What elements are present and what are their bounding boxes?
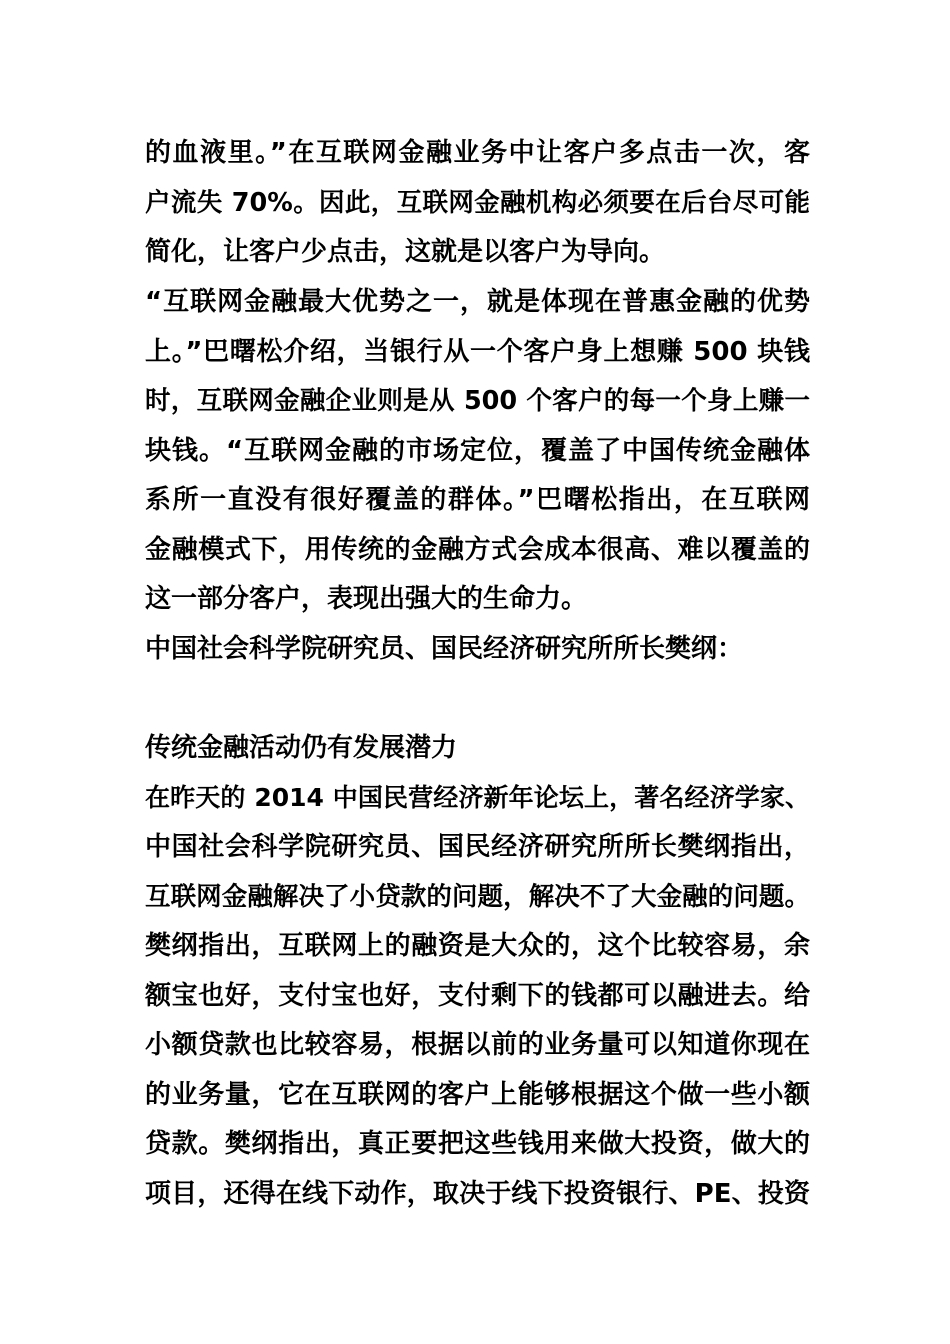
speaker-label: 中国社会科学院研究员、国民经济研究所所长樊纲：	[145, 634, 744, 664]
body-text-line: 贷款。樊纲指出，真正要把这些钱用来做大投资，做大的	[145, 1129, 810, 1159]
body-text-line: 时，互联网金融企业则是从 500 个客户的每一个身上赚一	[145, 386, 810, 416]
body-text-line: 简化，让客户少点击，这就是以客户为导向。	[145, 237, 666, 267]
body-text-line: 樊纲指出，互联网上的融资是大众的，这个比较容易，余	[145, 931, 810, 961]
body-text-line: 块钱。“互联网金融的市场定位，覆盖了中国传统金融体	[145, 436, 810, 466]
body-text-line: 项目，还得在线下动作，取决于线下投资银行、PE、投资	[145, 1179, 810, 1209]
body-text-line: 这一部分客户，表现出强大的生命力。	[145, 584, 588, 614]
body-text-line: 中国社会科学院研究员、国民经济研究所所长樊纲指出，	[145, 832, 810, 862]
quote-text-line: “互联网金融最大优势之一，就是体现在普惠金融的优势	[145, 287, 810, 317]
body-text-line: 的血液里。”在互联网金融业务中让客户多点击一次，客	[145, 138, 810, 168]
body-text-line: 互联网金融解决了小贷款的问题，解决不了大金融的问题。	[145, 882, 810, 912]
body-text-line: 额宝也好，支付宝也好，支付剩下的钱都可以融进去。给	[145, 981, 810, 1011]
body-text-line: 小额贷款也比较容易，根据以前的业务量可以知道你现在	[145, 1030, 810, 1060]
body-text-line: 系所一直没有很好覆盖的群体。”巴曙松指出，在互联网	[145, 485, 810, 515]
body-text-line: 上。”巴曙松介绍，当银行从一个客户身上想赚 500 块钱	[145, 337, 810, 367]
section-heading: 传统金融活动仍有发展潜力	[145, 733, 458, 763]
body-text-line: 金融模式下，用传统的金融方式会成本很高、难以覆盖的	[145, 535, 810, 565]
body-text-line: 在昨天的 2014 中国民营经济新年论坛上，著名经济学家、	[145, 783, 810, 812]
body-text-line: 户流失 70%。因此，互联网金融机构必须要在后台尽可能	[145, 188, 810, 218]
body-text-line: 的业务量，它在互联网的客户上能够根据这个做一些小额	[145, 1080, 810, 1110]
